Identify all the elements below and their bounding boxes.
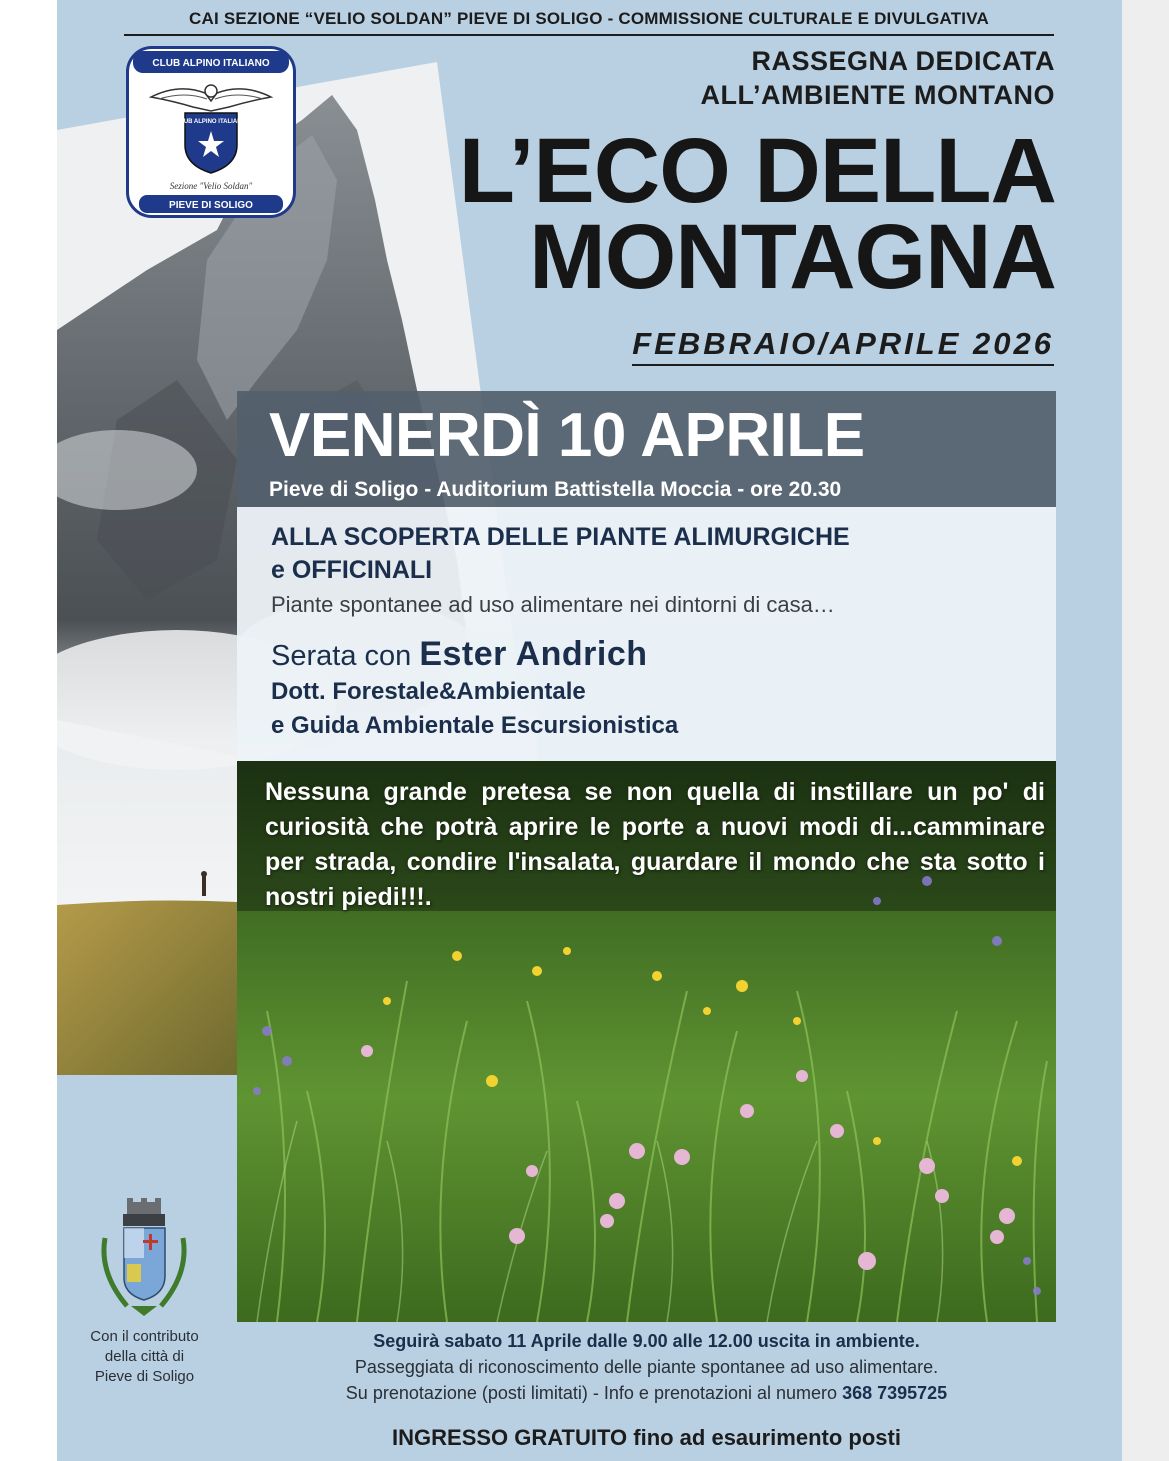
sponsor-line-2: della città di <box>104 1348 185 1365</box>
entry-bold: INGRESSO GRATUITO <box>392 1425 628 1450</box>
meadow-caption: Nessuna grande pretesa se non quella di instillare un po' di curiosità che potrà aprire le porte a nuovi modi di...camminare per strada, condire l'insalata, guardare il mondo che sta sotto i nostri piedi!!!. <box>265 778 1045 911</box>
subtitle-line-1: RASSEGNA DEDICATA <box>751 46 1055 76</box>
logo-emblem-text: CLUB ALPINO ITALIANO <box>175 119 247 125</box>
speaker <box>271 635 648 675</box>
topic-line-2: e OFFICINALI <box>271 556 433 584</box>
topic-line-1: ALLA SCOPERTA DELLE PIANTE ALIMURGICHE <box>271 523 850 551</box>
cai-logo <box>126 46 296 218</box>
subtitle-line-2: ALL’AMBIENTE MONTANO <box>700 80 1055 110</box>
series-subtitle <box>701 44 1055 112</box>
date-band <box>237 391 1056 507</box>
event-date: VENERDÌ 10 APRILE <box>269 401 865 470</box>
event-topic <box>271 521 850 587</box>
header-rule <box>124 34 1054 36</box>
pieve-di-soligo-crest-icon <box>97 1198 192 1323</box>
page-margin-right <box>1122 0 1169 1461</box>
entry-rest: fino ad esaurimento posti <box>633 1425 901 1450</box>
booking-text: Su prenotazione (posti limitati) - Info e prenotazioni al numero <box>345 1383 838 1403</box>
speaker-prefix: Serata con <box>271 640 412 672</box>
speaker-name: Ester Andrich <box>419 635 648 673</box>
event-poster <box>57 0 1122 1461</box>
phone-number: 368 7395725 <box>842 1383 948 1403</box>
organization-header: CAI SEZIONE “VELIO SOLDAN” PIEVE DI SOLIGO - COMMISSIONE CULTURALE E DIVULGATIVA <box>189 9 989 28</box>
credential-1: Dott. Forestale&Ambientale <box>271 678 586 705</box>
logo-section-text: Sezione "Velio Soldan" <box>169 181 253 191</box>
credential-2: e Guida Ambientale Escursionistica <box>271 712 679 739</box>
speaker-credentials <box>271 675 678 743</box>
title-line-1: L’ECO DELLA <box>458 120 1056 222</box>
sponsor-note <box>77 1327 212 1387</box>
logo-top-text: CLUB ALPINO ITALIANO <box>152 58 270 69</box>
footer-info <box>237 1328 1056 1406</box>
sponsor-line-3: Pieve di Soligo <box>94 1368 195 1385</box>
event-info-box <box>237 507 1056 761</box>
page-margin-left <box>0 0 57 1461</box>
cai-emblem-icon <box>129 49 293 215</box>
footer-walk: Passeggiata di riconoscimento delle piante spontanee ad uso alimentare. <box>354 1357 939 1377</box>
entry-note <box>237 1425 1056 1451</box>
event-title <box>458 120 1056 308</box>
meadow-photo <box>237 761 1056 1322</box>
title-line-2: MONTAGNA <box>529 206 1056 308</box>
footer-followup: Seguirà sabato 11 Aprile dalle 9.00 alle 12.00 uscita in ambiente. <box>373 1331 920 1351</box>
topic-description: Piante spontanee ad uso alimentare nei dintorni di casa… <box>271 592 835 617</box>
sponsor-line-1: Con il contributo <box>90 1328 199 1345</box>
event-venue: Pieve di Soligo - Auditorium Battistella Moccia - ore 20.30 <box>269 478 842 501</box>
logo-bottom-text: PIEVE DI SOLIGO <box>169 200 253 211</box>
footer-booking <box>237 1380 1056 1406</box>
event-period: FEBBRAIO/APRILE 2026 <box>632 326 1054 366</box>
